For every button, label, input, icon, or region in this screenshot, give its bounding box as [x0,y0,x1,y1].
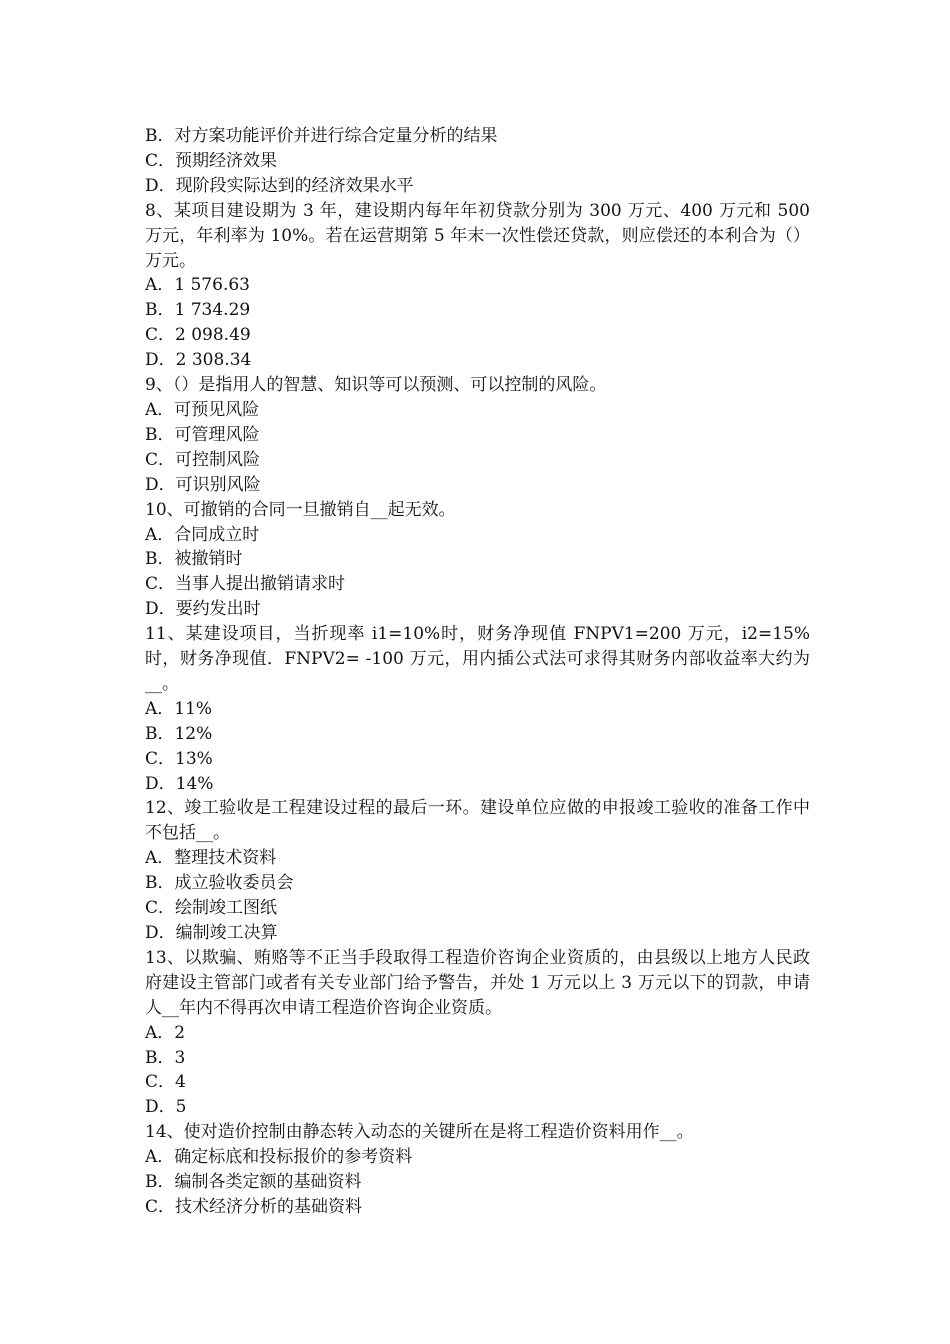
option-c: C．当事人提出撤销请求时 [145,574,346,595]
option-b: B．3 [145,1047,186,1068]
question-9 [145,373,810,498]
option-d: D．要约发出时 [145,599,261,620]
option-a: A．2 [145,1022,186,1043]
option-b: B．成立验收委员会 [145,873,294,894]
question-text: 9、（）是指用人的智慧、知识等可以预测、可以控制的风险。 [145,375,607,396]
option-b: B．可管理风险 [145,424,260,445]
previous-question-options [145,124,810,199]
question-text: 14、使对造价控制由静态转入动态的关键所在是将工程造价资料用作__。 [145,1122,694,1143]
option-b: B．12% [145,723,213,744]
question-text: 12、竣工验收是工程建设过程的最后一环。建设单位应做的申报竣工验收的准备工作中不包括__。 [145,798,810,844]
option-d: D．2 308.34 [145,350,252,371]
document-body [145,124,810,1220]
option-c: C．预期经济效果 [145,150,278,171]
option-d: D．14% [145,773,214,794]
option-d: D．编制竣工决算 [145,923,278,943]
option-c: C．4 [145,1072,186,1093]
option-a: A．合同成立时 [145,524,260,545]
option-d: D．可识别风险 [145,474,261,495]
option-a: A．11% [145,698,213,719]
option-a: A．可预见风险 [145,399,260,420]
option-b: B．1 734.29 [145,300,251,321]
question-12 [145,796,810,945]
option-c: C．13% [145,748,213,769]
question-text: 8、某项目建设期为 3 年，建设期内每年年初贷款分别为 300 万元、400 万元和 500 万元，年利率为 10%。若在运营期第 5 年末一次性偿还贷款，则应偿还的本利合为（）万元。 [145,200,810,271]
option-c: C．技术经济分析的基础资料 [145,1196,363,1217]
option-b: B．被撤销时 [145,549,243,570]
question-10 [145,498,810,623]
option-b: B．编制各类定额的基础资料 [145,1172,362,1193]
option-d: D．现阶段实际达到的经济效果水平 [145,175,414,196]
option-a: A．确定标底和投标报价的参考资料 [145,1147,413,1168]
question-text: 13、以欺骗、贿赂等不正当手段取得工程造价咨询企业资质的，由县级以上地方人民政府建设主管部门或者有关专业部门给予警告，并处 1 万元以上 3 万元以下的罚款，申请人__年内不得再次申请工程造价咨询企业资质。 [145,947,810,1018]
question-14 [145,1120,810,1220]
option-c: C．2 098.49 [145,325,251,346]
option-a: A．1 576.63 [145,275,250,296]
option-c: C．绘制竣工图纸 [145,898,278,919]
question-text: 10、可撤销的合同一旦撤销自__起无效。 [145,499,456,520]
option-b: B．对方案功能评价并进行综合定量分析的结果 [145,126,498,146]
option-a: A．整理技术资料 [145,848,277,869]
question-text: 11、某建设项目，当折现率 i1=10%时，财务净现值 FNPV1=200 万元，i2=15%时，财务净现值．FNPV2= -100 万元，用内插公式法可求得其财务内部收益率大约为__。 [145,624,810,694]
option-d: D．5 [145,1097,187,1118]
option-c: C．可控制风险 [145,449,261,470]
question-11 [145,622,810,796]
question-8 [145,199,810,373]
question-13 [145,946,810,1120]
